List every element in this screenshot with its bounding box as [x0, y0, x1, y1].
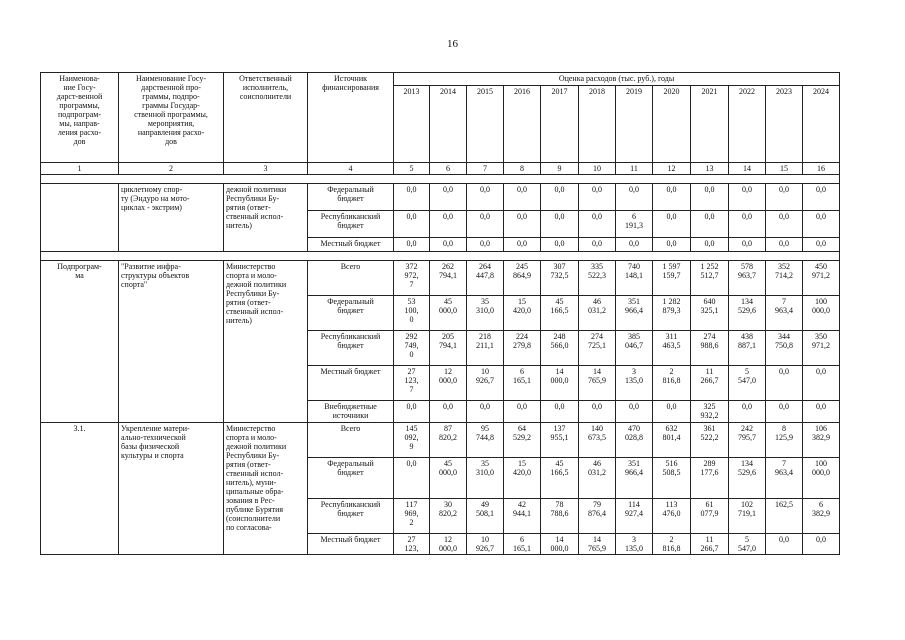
value-cell: 0,0 [766, 534, 803, 555]
spacer-cell [41, 252, 840, 261]
column-number: 5 [394, 163, 430, 175]
value-cell: 102 719,1 [729, 499, 766, 534]
value-cell: 470 028,8 [616, 423, 653, 458]
value-cell: 64 529,2 [504, 423, 541, 458]
value-cell: 0,0 [430, 238, 467, 252]
program-cell: Подпрограм- ма [41, 261, 119, 423]
column-number: 14 [729, 163, 766, 175]
header-program-name: Наименова- ние Госу- дарст-венной программы, подпрограм- мы, направ- ления расхо- дов [41, 73, 119, 163]
value-cell: 274 725,1 [579, 331, 616, 366]
column-number: 6 [430, 163, 467, 175]
value-cell: 45 166,5 [541, 296, 579, 331]
value-cell: 0,0 [579, 184, 616, 211]
value-cell: 218 211,1 [467, 331, 504, 366]
value-cell: 100 000,0 [803, 296, 840, 331]
column-number: 8 [504, 163, 541, 175]
value-cell: 100 000,0 [803, 458, 840, 499]
responsible-cell: Министерство спорта и моло- дежной политики Республики Бу- рятия (ответ- ственный испол- нитель), муни- ципальные обра- зования в Рес- публике Бурятия (соисполнители по согласова- [224, 423, 308, 555]
value-cell: 1 252 512,7 [691, 261, 729, 296]
table-row [41, 184, 840, 211]
value-cell: 0,0 [653, 211, 691, 238]
funding-source-cell: Местный бюджет [308, 534, 394, 555]
value-cell: 134 529,6 [729, 296, 766, 331]
funding-source-cell: Федеральный бюджет [308, 296, 394, 331]
value-cell: 46 031,2 [579, 458, 616, 499]
value-cell: 0,0 [394, 211, 430, 238]
spacer-row [41, 252, 840, 261]
value-cell: 0,0 [394, 238, 430, 252]
value-cell: 14 000,0 [541, 534, 579, 555]
value-cell: 242 795,7 [729, 423, 766, 458]
value-cell: 264 447,8 [467, 261, 504, 296]
value-cell: 0,0 [504, 238, 541, 252]
funding-source-cell: Республиканский бюджет [308, 499, 394, 534]
value-cell: 0,0 [541, 184, 579, 211]
responsible-cell: дежной политики Республики Бу- рятия (ответ- ственный испол- нитель) [224, 184, 308, 252]
value-cell: 27 123, [394, 534, 430, 555]
value-cell: 325 932,2 [691, 401, 729, 423]
value-cell: 79 876,4 [579, 499, 616, 534]
header-year: 2019 [616, 86, 653, 163]
value-cell: 2 816,8 [653, 366, 691, 401]
value-cell: 0,0 [653, 401, 691, 423]
spacer-row [41, 175, 840, 184]
value-cell: 0,0 [803, 184, 840, 211]
funding-source-cell: Всего [308, 261, 394, 296]
value-cell: 11 266,7 [691, 366, 729, 401]
funding-source-cell: Местный бюджет [308, 238, 394, 252]
funding-source-cell: Республиканский бюджет [308, 211, 394, 238]
value-cell: 352 714,2 [766, 261, 803, 296]
value-cell: 0,0 [504, 184, 541, 211]
value-cell: 351 966,4 [616, 296, 653, 331]
value-cell: 0,0 [653, 184, 691, 211]
value-cell: 0,0 [467, 211, 504, 238]
header-year: 2020 [653, 86, 691, 163]
value-cell: 45 166,5 [541, 458, 579, 499]
value-cell: 245 864,9 [504, 261, 541, 296]
value-cell: 0,0 [541, 211, 579, 238]
value-cell: 0,0 [766, 211, 803, 238]
value-cell: 0,0 [467, 184, 504, 211]
column-number: 13 [691, 163, 729, 175]
value-cell: 0,0 [766, 184, 803, 211]
value-cell: 27 123, 7 [394, 366, 430, 401]
value-cell: 372 972, 7 [394, 261, 430, 296]
header-year: 2018 [579, 86, 616, 163]
value-cell: 35 310,0 [467, 296, 504, 331]
value-cell: 0,0 [653, 238, 691, 252]
value-cell: 0,0 [394, 184, 430, 211]
column-number: 12 [653, 163, 691, 175]
value-cell: 0,0 [803, 211, 840, 238]
value-cell: 0,0 [394, 401, 430, 423]
value-cell: 137 955,1 [541, 423, 579, 458]
value-cell: 140 673,5 [579, 423, 616, 458]
value-cell: 78 788,6 [541, 499, 579, 534]
header-row [41, 73, 840, 86]
value-cell: 35 310,0 [467, 458, 504, 499]
value-cell: 450 971,2 [803, 261, 840, 296]
value-cell: 632 801,4 [653, 423, 691, 458]
value-cell: 0,0 [729, 401, 766, 423]
value-cell: 7 963,4 [766, 458, 803, 499]
value-cell: 0,0 [691, 184, 729, 211]
column-number: 1 [41, 163, 119, 175]
funding-source-cell: Федеральный бюджет [308, 184, 394, 211]
value-cell: 10 926,7 [467, 534, 504, 555]
funding-source-cell: Всего [308, 423, 394, 458]
value-cell: 311 463,5 [653, 331, 691, 366]
value-cell: 516 508,5 [653, 458, 691, 499]
value-cell: 0,0 [729, 184, 766, 211]
value-cell: 0,0 [467, 238, 504, 252]
value-cell: 87 820,2 [430, 423, 467, 458]
value-cell: 0,0 [504, 211, 541, 238]
header-year: 2024 [803, 86, 840, 163]
program-cell: 3.1. [41, 423, 119, 555]
value-cell: 14 765,9 [579, 534, 616, 555]
value-cell: 0,0 [803, 534, 840, 555]
value-cell: 0,0 [616, 238, 653, 252]
value-cell: 0,0 [803, 238, 840, 252]
value-cell: 3 135,0 [616, 534, 653, 555]
table-row [41, 423, 840, 458]
column-number: 11 [616, 163, 653, 175]
value-cell: 0,0 [579, 401, 616, 423]
value-cell: 292 749, 0 [394, 331, 430, 366]
header-year: 2022 [729, 86, 766, 163]
column-number: 2 [119, 163, 224, 175]
header-year: 2013 [394, 86, 430, 163]
value-cell: 274 988,6 [691, 331, 729, 366]
value-cell: 0,0 [394, 458, 430, 499]
measure-cell: Укрепление матери- ально-технической базы физической культуры и спорта [119, 423, 224, 555]
value-cell: 350 971,2 [803, 331, 840, 366]
value-cell: 0,0 [766, 366, 803, 401]
value-cell: 114 927,4 [616, 499, 653, 534]
value-cell: 1 597 159,7 [653, 261, 691, 296]
value-cell: 361 522,2 [691, 423, 729, 458]
value-cell: 248 566,0 [541, 331, 579, 366]
value-cell: 106 382,9 [803, 423, 840, 458]
value-cell: 45 000,0 [430, 458, 467, 499]
column-number: 15 [766, 163, 803, 175]
value-cell: 0,0 [430, 401, 467, 423]
header-year: 2014 [430, 86, 467, 163]
value-cell: 11 266,7 [691, 534, 729, 555]
value-cell: 6 165,1 [504, 366, 541, 401]
value-cell: 0,0 [691, 211, 729, 238]
value-cell: 0,0 [430, 184, 467, 211]
value-cell: 45 000,0 [430, 296, 467, 331]
value-cell: 113 476,0 [653, 499, 691, 534]
value-cell: 12 000,0 [430, 534, 467, 555]
value-cell: 46 031,2 [579, 296, 616, 331]
column-number: 7 [467, 163, 504, 175]
value-cell: 0,0 [579, 211, 616, 238]
value-cell: 289 177,6 [691, 458, 729, 499]
funding-source-cell: Местный бюджет [308, 366, 394, 401]
value-cell: 0,0 [541, 238, 579, 252]
responsible-cell: Министерство спорта и моло- дежной политики Республики Бу- рятия (ответ- ственный испол- нитель) [224, 261, 308, 423]
value-cell: 385 046,7 [616, 331, 653, 366]
page-number: 16 [447, 38, 458, 50]
header-responsible: Ответственный исполнитель, соисполнители [224, 73, 308, 163]
value-cell: 5 547,0 [729, 366, 766, 401]
value-cell: 335 522,3 [579, 261, 616, 296]
value-cell: 0,0 [430, 211, 467, 238]
value-cell: 61 077,9 [691, 499, 729, 534]
value-cell: 205 794,1 [430, 331, 467, 366]
value-cell: 0,0 [504, 401, 541, 423]
value-cell: 162,5 [766, 499, 803, 534]
value-cell: 49 508,1 [467, 499, 504, 534]
value-cell: 7 963,4 [766, 296, 803, 331]
value-cell: 42 944,1 [504, 499, 541, 534]
value-cell: 14 000,0 [541, 366, 579, 401]
column-number: 9 [541, 163, 579, 175]
value-cell: 3 135,0 [616, 366, 653, 401]
header-year: 2017 [541, 86, 579, 163]
column-number: 16 [803, 163, 840, 175]
value-cell: 344 750,8 [766, 331, 803, 366]
value-cell: 6 382,9 [803, 499, 840, 534]
funding-source-cell: Республиканский бюджет [308, 331, 394, 366]
program-cell [41, 184, 119, 252]
value-cell: 0,0 [729, 238, 766, 252]
value-cell: 578 963,7 [729, 261, 766, 296]
value-cell: 6 191,3 [616, 211, 653, 238]
header-funding-source: Источник финансирования [308, 73, 394, 163]
column-number: 3 [224, 163, 308, 175]
value-cell: 0,0 [616, 184, 653, 211]
measure-cell: "Развитие инфра- структуры объектов спорта" [119, 261, 224, 423]
value-cell: 2 816,8 [653, 534, 691, 555]
value-cell: 740 148,1 [616, 261, 653, 296]
value-cell: 30 820,2 [430, 499, 467, 534]
value-cell: 145 092, 9 [394, 423, 430, 458]
header-year: 2021 [691, 86, 729, 163]
measure-cell: циклетному спор- ту (Эндуро на мото- циклах - экстрим) [119, 184, 224, 252]
value-cell: 12 000,0 [430, 366, 467, 401]
header-year: 2015 [467, 86, 504, 163]
header-year: 2023 [766, 86, 803, 163]
value-cell: 15 420,0 [504, 296, 541, 331]
value-cell: 0,0 [616, 401, 653, 423]
header-measure-name: Наименование Госу- дарственной про- граммы, подпро- граммы Государ- ственной программы, мероприятия, направления расхо- дов [119, 73, 224, 163]
table-row [41, 261, 840, 296]
value-cell: 117 969, 2 [394, 499, 430, 534]
value-cell: 262 794,1 [430, 261, 467, 296]
value-cell: 224 279,8 [504, 331, 541, 366]
value-cell: 0,0 [579, 238, 616, 252]
value-cell: 351 966,4 [616, 458, 653, 499]
value-cell: 0,0 [766, 401, 803, 423]
funding-source-cell: Федеральный бюджет [308, 458, 394, 499]
value-cell: 0,0 [541, 401, 579, 423]
spacer-cell [41, 175, 840, 184]
value-cell: 134 529,6 [729, 458, 766, 499]
value-cell: 0,0 [803, 401, 840, 423]
value-cell: 8 125,9 [766, 423, 803, 458]
value-cell: 0,0 [803, 366, 840, 401]
funding-source-cell: Внебюджетные источники [308, 401, 394, 423]
column-number: 10 [579, 163, 616, 175]
column-number: 4 [308, 163, 394, 175]
value-cell: 0,0 [766, 238, 803, 252]
value-cell: 0,0 [691, 238, 729, 252]
value-cell: 307 732,5 [541, 261, 579, 296]
column-numbers-row [41, 163, 840, 175]
value-cell: 0,0 [729, 211, 766, 238]
value-cell: 5 547,0 [729, 534, 766, 555]
header-estimate: Оценка расходов (тыс. руб.), годы [394, 73, 840, 86]
expense-table [40, 72, 840, 555]
value-cell: 1 282 879,3 [653, 296, 691, 331]
value-cell: 14 765,9 [579, 366, 616, 401]
value-cell: 438 887,1 [729, 331, 766, 366]
value-cell: 15 420,0 [504, 458, 541, 499]
value-cell: 53 100, 0 [394, 296, 430, 331]
value-cell: 6 165,1 [504, 534, 541, 555]
value-cell: 640 325,1 [691, 296, 729, 331]
value-cell: 95 744,8 [467, 423, 504, 458]
value-cell: 0,0 [467, 401, 504, 423]
value-cell: 10 926,7 [467, 366, 504, 401]
header-year: 2016 [504, 86, 541, 163]
